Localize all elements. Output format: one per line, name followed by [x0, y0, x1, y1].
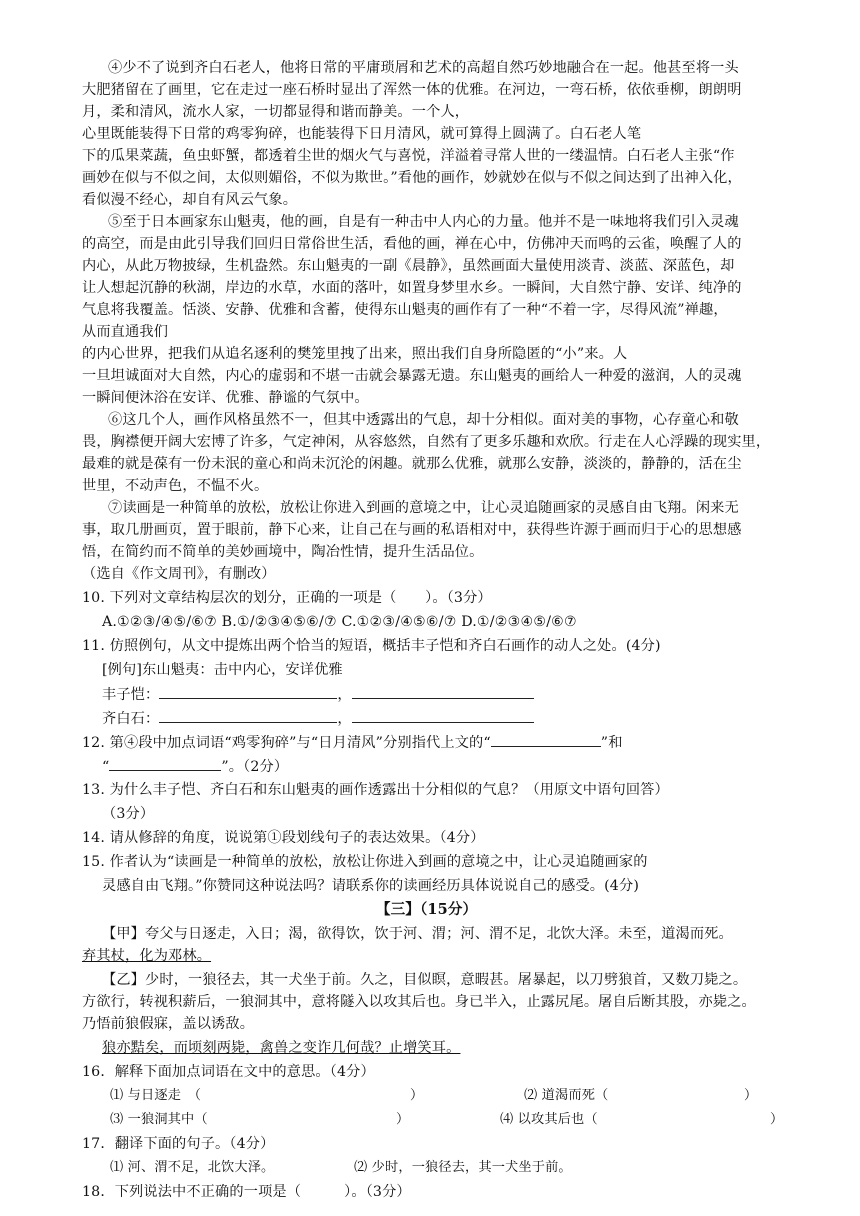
p5-line-1: ⑤至于日本画家东山魁夷，他的画，自是有一种击中人内心的力量。他并不是一味地将我们引入灵魂: [108, 214, 739, 230]
p4-line-3: 月，柔和清风，流水人家，一切都显得和谐而静美。一个人，: [82, 104, 470, 120]
q16-item-3-close: ）: [396, 1112, 410, 1127]
p7-line-3: 悟，在简约而不简单的美妙画境中，陶冶性情，提升生活品位。: [82, 544, 484, 560]
question-10: 10. 下列对文章结构层次的划分，正确的一项是（ ）。（3分）: [82, 590, 492, 606]
p5-line-3: 内心，从此万物披绿，生机盎然。东山魁夷的一副《晨静》，虽然画面大量使用淡青、淡蓝、深蓝色，却: [82, 258, 735, 274]
qi-label: 齐白石：: [102, 711, 160, 727]
q12-answer-blank-1[interactable]: [491, 732, 601, 747]
p4-line-2: 大肥猪留在了画里，它在走过一座石桥时显出了浑然一体的优雅。在河边，一弯石桥，依依垂柳，朗朗明: [82, 82, 742, 98]
question-11-qi-row: [102, 708, 534, 729]
yi-line-3: 乃悟前狼假寐，盖以诱敌。: [82, 1016, 255, 1032]
comma: ，: [337, 711, 352, 727]
question-12-line-2: [102, 756, 288, 777]
p5-line-4: 让人想起沉静的秋湖，岸边的水草，水面的落叶，如置身梦里水乡。一瞬间，大自然宁静、安详、纯净的: [82, 280, 742, 296]
comma: ，: [337, 687, 352, 703]
q17-item-1: ⑴ 河、渭不足，北饮大泽。: [110, 1160, 275, 1175]
question-11: 11. 仿照例句，从文中提炼出两个恰当的短语，概括丰子恺和齐白石画作的动人之处。(4分): [82, 638, 661, 654]
section-3-title: 【三】（15分）: [376, 901, 478, 918]
p7-line-2: 事，取几册画页，置于眼前，静下心来，让自己在与画的私语相对中，获得些许源于画而归于心的思想感: [82, 522, 742, 538]
q16-item-4: ⑷ 以攻其后也（: [500, 1112, 598, 1127]
p4-line-6: 画妙在似与不似之间，太似则媚俗，不似为欺世。”看他的画作，妙就妙在似与不似之间达到了出神入化，: [82, 170, 742, 186]
q12-points: ”。（2分）: [221, 759, 289, 775]
question-10-options: A.①②③/④⑤/⑥⑦ B.①/②③④⑤⑥/⑦ C.①②③/④⑤⑥/⑦ D.①/②③④⑤/⑥⑦: [102, 614, 577, 630]
qi-answer-blank-1[interactable]: [159, 708, 337, 723]
p5-line-2: 的高空，而是由此引导我们回归日常俗世生活，看他的画，禅在心中，仿佛冲天而鸣的云雀，唤醒了人的: [82, 236, 742, 252]
p4-line-5: 下的瓜果菜蔬，鱼虫虾蟹，都透着尘世的烟火气与喜悦，洋溢着寻常人世的一缕温情。白石老人主张“作: [82, 148, 735, 164]
feng-label: 丰子恺：: [102, 687, 160, 703]
feng-answer-blank-2[interactable]: [352, 684, 534, 699]
p6-line-3: 最难的就是葆有一份未泯的童心和尚未沉沦的闲趣。就那么优雅，就那么安静，淡淡的，静静的，活在尘: [82, 456, 742, 472]
yi-line-2: 方欲行，转视积薪后，一狼洞其中，意将隧入以攻其后也。身已半入，止露尻尾。屠自后断其股，亦毙之。: [82, 994, 756, 1010]
question-16: 16．解释下面加点词语在文中的意思。（4分）: [82, 1064, 375, 1080]
p5-line-7: 的内心世界，把我们从追名逐利的樊笼里拽了出来，照出我们自身所隐匿的“小”来。人: [82, 346, 628, 362]
question-12-line-1: [82, 732, 623, 753]
q16-item-1-close: ）: [410, 1088, 424, 1103]
feng-answer-blank-1[interactable]: [159, 684, 337, 699]
q16-item-1: ⑴ 与日逐走 （: [110, 1088, 202, 1103]
p6-line-2: 畏，胸襟便开阔大宏博了许多，气定神闲，从容悠然，自然有了更多乐趣和欢欣。行走在人心浮躁的现实里，: [82, 434, 771, 450]
question-15-cont: 灵感自由飞翔。”你赞同这种说法吗？请联系你的读画经历具体说说自己的感受。(4分): [102, 878, 640, 894]
question-18: 18．下列说法中不正确的一项是（ ）。（3分）: [82, 1184, 411, 1200]
jia-line-1: 【甲】夸父与日逐走，入日；渴，欲得饮，饮于河、渭；河、渭不足，北饮大泽。未至，道渴而死。: [102, 926, 733, 942]
question-17: 17．翻译下面的句子。（4分）: [82, 1136, 275, 1152]
q16-item-2: ⑵ 道渴而死（: [524, 1088, 609, 1103]
source-note: （选自《作文周刊》，有删改）: [82, 566, 276, 582]
question-14: 14. 请从修辞的角度，说说第①段划线句子的表达效果。（4分）: [82, 830, 485, 846]
q17-item-2: ⑵ 少时，一狼径去，其一犬坐于前。: [354, 1160, 572, 1175]
q16-item-3: ⑶ 一狼洞其中（: [110, 1112, 208, 1127]
p6-line-1: ⑥这几个人，画作风格虽然不一，但其中透露出的气息，却十分相似。面对美的事物，心存童心和敬: [108, 412, 739, 428]
question-11-example: [例句]东山魁夷：击中内心，安详优雅: [102, 662, 343, 678]
p5-line-9: 一瞬间便沐浴在安详、优雅、静谧的气氛中。: [82, 390, 369, 406]
yi-line-4: 狼亦黠矣，而顷刻两毙，禽兽之变诈几何哉？止增笑耳。: [102, 1040, 461, 1056]
q12-open-quote: “: [102, 759, 110, 775]
jia-line-2: 弃其杖，化为邓林。: [82, 948, 212, 964]
q12-text: 12. 第④段中加点词语“鸡零狗碎”与“日月清风”分别指代上文的“: [82, 735, 491, 751]
p7-line-1: ⑦读画是一种简单的放松，放松让你进入到画的意境之中，让心灵追随画家的灵感自由飞翔。闲来无: [108, 500, 739, 516]
q12-and: ”和: [600, 735, 623, 751]
p6-line-4: 世里，不动声色，不愠不火。: [82, 478, 269, 494]
p4-line-1: ④少不了说到齐白石老人，他将日常的平庸琐屑和艺术的高超自然巧妙地融合在一起。他甚至将一头: [108, 60, 739, 76]
question-15: 15. 作者认为“读画是一种简单的放松，放松让你进入到画的意境之中，让心灵追随画家的: [82, 854, 648, 870]
qi-answer-blank-2[interactable]: [352, 708, 534, 723]
q12-answer-blank-2[interactable]: [109, 756, 221, 771]
p4-line-4: 心里既能装得下日常的鸡零狗碎，也能装得下日月清风，就可算得上圆满了。白石老人笔: [82, 126, 642, 142]
p5-line-6: 从而直通我们: [82, 324, 169, 340]
q16-item-2-close: ）: [744, 1088, 758, 1103]
yi-line-1: 【乙】少时，一狼径去，其一犬坐于前。久之，目似瞑，意暇甚。屠暴起，以刀劈狼首，又数刀毙之。: [102, 972, 748, 988]
q16-item-4-close: ）: [770, 1112, 784, 1127]
question-13: 13. 为什么丰子恺、齐白石和东山魁夷的画作透露出十分相似的气息？（用原文中语句回答）: [82, 782, 669, 798]
question-11-feng-row: [102, 684, 534, 705]
p4-line-7: 看似漫不经心，却自有风云气象。: [82, 192, 298, 208]
question-13-points: （3分）: [102, 806, 155, 822]
p5-line-5: 气息将我覆盖。恬淡、安静、优雅和含蓄，使得东山魁夷的画作有了一种“不着一字，尽得风流”禅趣，: [82, 302, 728, 318]
p5-line-8: 一旦坦诚面对大自然，内心的虚弱和不堪一击就会暴露无遗。东山魁夷的画给人一种爱的滋润，人的灵魂: [82, 368, 742, 384]
